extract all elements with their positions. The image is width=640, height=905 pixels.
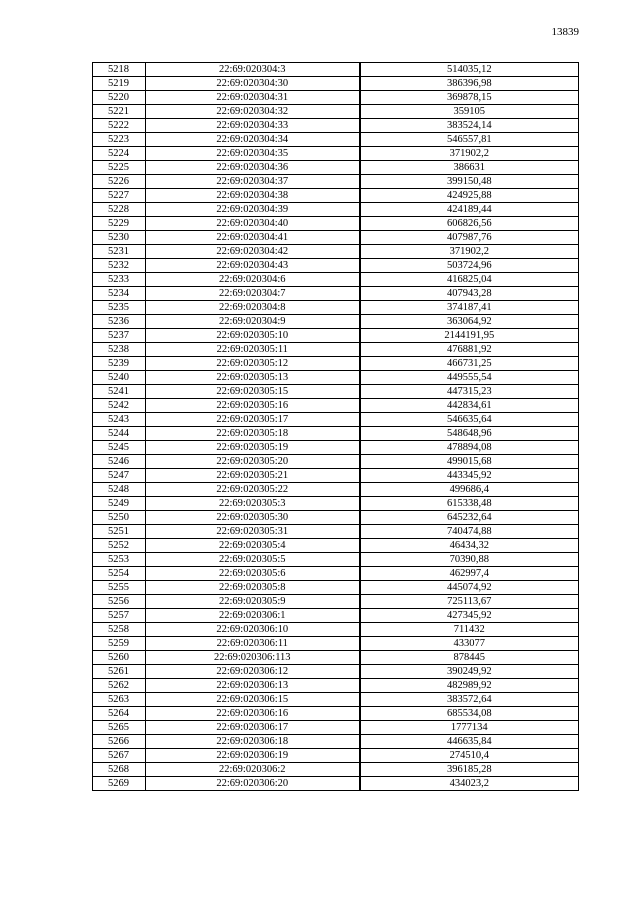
table-row [93, 539, 579, 553]
cadastral-value-table [92, 62, 579, 791]
cadastral-value-cell: 46434,32 [360, 539, 579, 553]
cadastral-value-cell: 478894,08 [360, 441, 579, 455]
row-number-cell: 5220 [93, 91, 146, 105]
table-body [93, 63, 579, 791]
table-row [93, 217, 579, 231]
row-number-cell: 5229 [93, 217, 146, 231]
cadastral-value-cell: 390249,92 [360, 665, 579, 679]
row-number-cell: 5222 [93, 119, 146, 133]
table-row [93, 595, 579, 609]
table-row [93, 721, 579, 735]
row-number-cell: 5227 [93, 189, 146, 203]
row-number-cell: 5260 [93, 651, 146, 665]
cadastral-number-cell: 22:69:020305:6 [146, 567, 360, 581]
cadastral-number-cell: 22:69:020305:22 [146, 483, 360, 497]
table-row [93, 147, 579, 161]
row-number-cell: 5237 [93, 329, 146, 343]
table-row [93, 301, 579, 315]
row-number-cell: 5247 [93, 469, 146, 483]
cadastral-value-cell: 514035,12 [360, 63, 579, 77]
cadastral-value-cell: 1777134 [360, 721, 579, 735]
cadastral-number-cell: 22:69:020304:31 [146, 91, 360, 105]
cadastral-value-cell: 685534,08 [360, 707, 579, 721]
table-row [93, 161, 579, 175]
row-number-cell: 5254 [93, 567, 146, 581]
table-row [93, 763, 579, 777]
table-row [93, 231, 579, 245]
cadastral-number-cell: 22:69:020306:1 [146, 609, 360, 623]
cadastral-value-cell: 383524,14 [360, 119, 579, 133]
cadastral-number-cell: 22:69:020304:41 [146, 231, 360, 245]
cadastral-number-cell: 22:69:020306:10 [146, 623, 360, 637]
cadastral-value-cell: 407943,28 [360, 287, 579, 301]
cadastral-number-cell: 22:69:020305:10 [146, 329, 360, 343]
table-row [93, 385, 579, 399]
row-number-cell: 5224 [93, 147, 146, 161]
table-row [93, 455, 579, 469]
row-number-cell: 5238 [93, 343, 146, 357]
table-row [93, 553, 579, 567]
cadastral-number-cell: 22:69:020306:18 [146, 735, 360, 749]
cadastral-number-cell: 22:69:020305:17 [146, 413, 360, 427]
cadastral-value-cell: 546635,64 [360, 413, 579, 427]
cadastral-number-cell: 22:69:020304:43 [146, 259, 360, 273]
cadastral-value-cell: 424189,44 [360, 203, 579, 217]
cadastral-number-cell: 22:69:020304:8 [146, 301, 360, 315]
cadastral-number-cell: 22:69:020304:42 [146, 245, 360, 259]
cadastral-value-cell: 416825,04 [360, 273, 579, 287]
cadastral-number-cell: 22:69:020304:36 [146, 161, 360, 175]
row-number-cell: 5242 [93, 399, 146, 413]
cadastral-number-cell: 22:69:020306:13 [146, 679, 360, 693]
cadastral-number-cell: 22:69:020304:6 [146, 273, 360, 287]
cadastral-value-cell: 369878,15 [360, 91, 579, 105]
row-number-cell: 5249 [93, 497, 146, 511]
cadastral-value-cell: 424925,88 [360, 189, 579, 203]
cadastral-value-cell: 446635,84 [360, 735, 579, 749]
cadastral-value-cell: 274510,4 [360, 749, 579, 763]
row-number-cell: 5259 [93, 637, 146, 651]
row-number-cell: 5244 [93, 427, 146, 441]
row-number-cell: 5230 [93, 231, 146, 245]
cadastral-number-cell: 22:69:020306:16 [146, 707, 360, 721]
row-number-cell: 5265 [93, 721, 146, 735]
cadastral-value-cell: 606826,56 [360, 217, 579, 231]
cadastral-number-cell: 22:69:020306:113 [146, 651, 360, 665]
cadastral-number-cell: 22:69:020304:3 [146, 63, 360, 77]
table-row [93, 315, 579, 329]
row-number-cell: 5263 [93, 693, 146, 707]
row-number-cell: 5252 [93, 539, 146, 553]
cadastral-value-cell: 386631 [360, 161, 579, 175]
row-number-cell: 5256 [93, 595, 146, 609]
row-number-cell: 5250 [93, 511, 146, 525]
row-number-cell: 5218 [93, 63, 146, 77]
row-number-cell: 5251 [93, 525, 146, 539]
cadastral-number-cell: 22:69:020304:40 [146, 217, 360, 231]
table-row [93, 567, 579, 581]
table-row [93, 413, 579, 427]
table-row [93, 441, 579, 455]
row-number-cell: 5233 [93, 273, 146, 287]
table-row [93, 665, 579, 679]
row-number-cell: 5232 [93, 259, 146, 273]
cadastral-value-cell: 434023,2 [360, 777, 579, 791]
cadastral-value-cell: 462997,4 [360, 567, 579, 581]
cadastral-number-cell: 22:69:020306:20 [146, 777, 360, 791]
row-number-cell: 5255 [93, 581, 146, 595]
table-row [93, 483, 579, 497]
table-row [93, 343, 579, 357]
cadastral-value-cell: 374187,41 [360, 301, 579, 315]
table-row [93, 329, 579, 343]
row-number-cell: 5241 [93, 385, 146, 399]
table-row [93, 511, 579, 525]
row-number-cell: 5226 [93, 175, 146, 189]
cadastral-value-cell: 725113,67 [360, 595, 579, 609]
cadastral-value-cell: 383572,64 [360, 693, 579, 707]
cadastral-number-cell: 22:69:020306:11 [146, 637, 360, 651]
cadastral-number-cell: 22:69:020306:12 [146, 665, 360, 679]
cadastral-number-cell: 22:69:020305:5 [146, 553, 360, 567]
cadastral-value-cell: 386396,98 [360, 77, 579, 91]
cadastral-value-cell: 371902,2 [360, 245, 579, 259]
cadastral-value-cell: 371902,2 [360, 147, 579, 161]
row-number-cell: 5243 [93, 413, 146, 427]
table-row [93, 707, 579, 721]
row-number-cell: 5257 [93, 609, 146, 623]
row-number-cell: 5246 [93, 455, 146, 469]
cadastral-value-cell: 407987,76 [360, 231, 579, 245]
row-number-cell: 5234 [93, 287, 146, 301]
cadastral-value-cell: 466731,25 [360, 357, 579, 371]
table-row [93, 273, 579, 287]
table-row [93, 581, 579, 595]
cadastral-value-cell: 482989,92 [360, 679, 579, 693]
row-number-cell: 5228 [93, 203, 146, 217]
cadastral-number-cell: 22:69:020304:39 [146, 203, 360, 217]
cadastral-number-cell: 22:69:020304:35 [146, 147, 360, 161]
table-row [93, 525, 579, 539]
table-row [93, 679, 579, 693]
cadastral-value-cell: 546557,81 [360, 133, 579, 147]
cadastral-number-cell: 22:69:020305:11 [146, 343, 360, 357]
cadastral-value-cell: 2144191,95 [360, 329, 579, 343]
cadastral-number-cell: 22:69:020306:15 [146, 693, 360, 707]
table-row [93, 105, 579, 119]
row-number-cell: 5223 [93, 133, 146, 147]
cadastral-number-cell: 22:69:020305:19 [146, 441, 360, 455]
row-number-cell: 5258 [93, 623, 146, 637]
row-number-cell: 5269 [93, 777, 146, 791]
cadastral-value-cell: 363064,92 [360, 315, 579, 329]
cadastral-value-cell: 476881,92 [360, 343, 579, 357]
row-number-cell: 5264 [93, 707, 146, 721]
cadastral-number-cell: 22:69:020304:32 [146, 105, 360, 119]
page-number: 13839 [551, 26, 579, 38]
row-number-cell: 5239 [93, 357, 146, 371]
cadastral-value-cell: 433077 [360, 637, 579, 651]
cadastral-number-cell: 22:69:020305:9 [146, 595, 360, 609]
cadastral-value-cell: 503724,96 [360, 259, 579, 273]
table-row [93, 287, 579, 301]
row-number-cell: 5261 [93, 665, 146, 679]
table-row [93, 371, 579, 385]
row-number-cell: 5219 [93, 77, 146, 91]
cadastral-value-cell: 70390,88 [360, 553, 579, 567]
table-row [93, 77, 579, 91]
cadastral-value-cell: 645232,64 [360, 511, 579, 525]
table-row [93, 133, 579, 147]
row-number-cell: 5235 [93, 301, 146, 315]
table-row [93, 91, 579, 105]
row-number-cell: 5236 [93, 315, 146, 329]
cadastral-value-cell: 443345,92 [360, 469, 579, 483]
row-number-cell: 5268 [93, 763, 146, 777]
cadastral-value-cell: 447315,23 [360, 385, 579, 399]
cadastral-number-cell: 22:69:020306:19 [146, 749, 360, 763]
cadastral-value-cell: 359105 [360, 105, 579, 119]
cadastral-number-cell: 22:69:020305:12 [146, 357, 360, 371]
table-row [93, 469, 579, 483]
table-row [93, 203, 579, 217]
cadastral-number-cell: 22:69:020306:17 [146, 721, 360, 735]
row-number-cell: 5248 [93, 483, 146, 497]
row-number-cell: 5231 [93, 245, 146, 259]
table-row [93, 609, 579, 623]
cadastral-value-cell: 427345,92 [360, 609, 579, 623]
cadastral-number-cell: 22:69:020304:7 [146, 287, 360, 301]
row-number-cell: 5266 [93, 735, 146, 749]
cadastral-value-cell: 396185,28 [360, 763, 579, 777]
row-number-cell: 5262 [93, 679, 146, 693]
table-row [93, 245, 579, 259]
table-row [93, 175, 579, 189]
cadastral-number-cell: 22:69:020305:4 [146, 539, 360, 553]
cadastral-value-cell: 445074,92 [360, 581, 579, 595]
cadastral-value-cell: 711432 [360, 623, 579, 637]
table-row [93, 259, 579, 273]
cadastral-number-cell: 22:69:020306:2 [146, 763, 360, 777]
row-number-cell: 5240 [93, 371, 146, 385]
cadastral-value-cell: 499686,4 [360, 483, 579, 497]
cadastral-number-cell: 22:69:020304:9 [146, 315, 360, 329]
cadastral-number-cell: 22:69:020305:21 [146, 469, 360, 483]
table-row [93, 623, 579, 637]
cadastral-number-cell: 22:69:020304:34 [146, 133, 360, 147]
cadastral-number-cell: 22:69:020305:18 [146, 427, 360, 441]
table-row [93, 427, 579, 441]
table-row [93, 357, 579, 371]
cadastral-number-cell: 22:69:020304:30 [146, 77, 360, 91]
table-row [93, 735, 579, 749]
table-row [93, 63, 579, 77]
row-number-cell: 5253 [93, 553, 146, 567]
table-row [93, 777, 579, 791]
cadastral-value-cell: 615338,48 [360, 497, 579, 511]
cadastral-number-cell: 22:69:020304:33 [146, 119, 360, 133]
cadastral-number-cell: 22:69:020305:31 [146, 525, 360, 539]
row-number-cell: 5245 [93, 441, 146, 455]
cadastral-number-cell: 22:69:020305:13 [146, 371, 360, 385]
cadastral-value-cell: 740474,88 [360, 525, 579, 539]
table-row [93, 749, 579, 763]
cadastral-value-cell: 442834,61 [360, 399, 579, 413]
table-row [93, 399, 579, 413]
table-row [93, 637, 579, 651]
cadastral-value-cell: 548648,96 [360, 427, 579, 441]
table-row [93, 119, 579, 133]
cadastral-value-cell: 878445 [360, 651, 579, 665]
cadastral-value-cell: 449555,54 [360, 371, 579, 385]
cadastral-number-cell: 22:69:020305:3 [146, 497, 360, 511]
row-number-cell: 5225 [93, 161, 146, 175]
cadastral-number-cell: 22:69:020305:15 [146, 385, 360, 399]
cadastral-number-cell: 22:69:020304:37 [146, 175, 360, 189]
cadastral-value-cell: 399150,48 [360, 175, 579, 189]
table-row [93, 189, 579, 203]
cadastral-number-cell: 22:69:020305:8 [146, 581, 360, 595]
cadastral-value-cell: 499015,68 [360, 455, 579, 469]
cadastral-number-cell: 22:69:020305:20 [146, 455, 360, 469]
cadastral-number-cell: 22:69:020304:38 [146, 189, 360, 203]
table-row [93, 651, 579, 665]
cadastral-number-cell: 22:69:020305:16 [146, 399, 360, 413]
table-row [93, 693, 579, 707]
table-row [93, 497, 579, 511]
cadastral-number-cell: 22:69:020305:30 [146, 511, 360, 525]
row-number-cell: 5267 [93, 749, 146, 763]
row-number-cell: 5221 [93, 105, 146, 119]
